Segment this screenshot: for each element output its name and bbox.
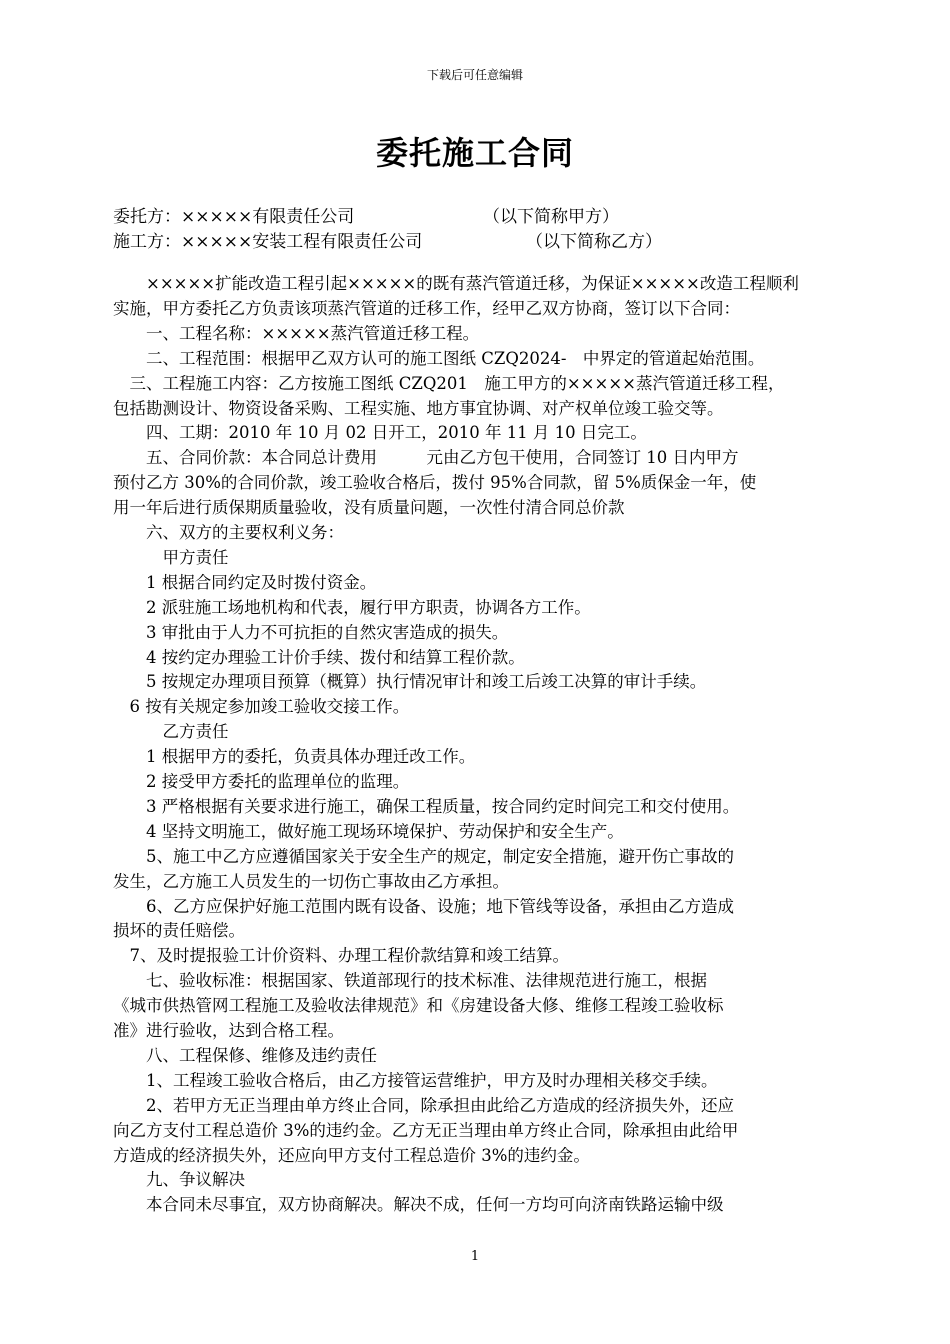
body-line: 7、及时提报验工计价资料、办理工程价款结算和竣工结算。 <box>113 946 569 966</box>
body-line: 四、工期：2010 年 10 月 02 日开工，2010 年 11 月 10 日完工。 <box>113 423 647 443</box>
body-line: 损坏的责任赔偿。 <box>113 921 245 941</box>
body-line: 九、争议解决 <box>113 1170 245 1190</box>
page-number: 1 <box>470 1249 480 1264</box>
body-line: 发生，乙方施工人员发生的一切伤亡事故由乙方承担。 <box>113 871 509 891</box>
body-line: 4 坚持文明施工，做好施工现场环境保护、劳动保护和安全生产。 <box>113 821 624 841</box>
body-line: 包括勘测设计、物资设备采购、工程实施、地方事宜协调、对产权单位竣工验交等。 <box>113 398 724 418</box>
page-header-note: 下载后可任意编辑 <box>426 68 523 82</box>
client-party: 委托方：×××××有限责任公司 <box>113 207 355 227</box>
document-title: 委托施工合同 <box>375 134 574 172</box>
body-line: 一、工程名称：×××××蒸汽管道迁移工程。 <box>113 323 480 343</box>
body-line: 准》进行验收，达到合格工程。 <box>113 1021 344 1040</box>
body-line: 向乙方支付工程总造价 3%的违约金。乙方无正当理由单方终止合同，除承担由此给甲 <box>113 1120 739 1140</box>
body-line: 实施，甲方委托乙方负责该项蒸汽管道的迁移工作，经甲乙双方协商，签订以下合同： <box>113 298 740 318</box>
contractor-party: 施工方：×××××安装工程有限责任公司 <box>113 232 423 252</box>
body-line: 1 根据甲方的委托，负责具体办理迁改工作。 <box>113 747 476 767</box>
body-line: 2 派驻施工场地机构和代表，履行甲方职责，协调各方工作。 <box>113 597 591 617</box>
body-line: 3 严格根据有关要求进行施工，确保工程质量，按合同约定时间完工和交付使用。 <box>113 796 740 816</box>
body-line: 本合同未尽事宜，双方协商解决。解决不成，任何一方均可向济南铁路运输中级 <box>113 1195 724 1215</box>
body-line: 五、合同价款：本合同总计费用 元由乙方包干使用，合同签订 10 日内甲方 <box>113 448 739 468</box>
client-alias: （以下简称甲方） <box>483 207 619 227</box>
body-line: ×××××扩能改造工程引起×××××的既有蒸汽管道迁移，为保证×××××改造工程顺利 <box>113 274 799 293</box>
body-line: 七、验收标准：根据国家、铁道部现行的技术标准、法律规范进行施工，根据 <box>113 971 707 991</box>
body-line: 乙方责任 <box>113 722 229 742</box>
body-line: 预付乙方 30%的合同价款，竣工验收合格后，拨付 95%合同款，留 5%质保金一年，使 <box>113 473 757 493</box>
body-line: 八、工程保修、维修及违约责任 <box>113 1045 377 1065</box>
body-line: 甲方责任 <box>113 547 229 567</box>
body-line: 《城市供热管网工程施工及验收法律规范》和《房建设备大修、维修工程竣工验收标 <box>113 996 724 1016</box>
body-line: 4 按约定办理验工计价手续、拨付和结算工程价款。 <box>113 647 525 667</box>
body-line: 6 按有关规定参加竣工验收交接工作。 <box>113 697 410 717</box>
body-line: 三、工程施工内容：乙方按施工图纸 CZQ201 施工甲方的×××××蒸汽管道迁移工程， <box>113 373 785 393</box>
body-line: 5 按规定办理项目预算（概算）执行情况审计和竣工后竣工决算的审计手续。 <box>113 672 707 692</box>
body-line: 二、工程范围：根据甲乙双方认可的施工图纸 CZQ2024- 中界定的管道起始范围。 <box>113 348 765 368</box>
body-line: 方造成的经济损失外，还应向甲方支付工程总造价 3%的违约金。 <box>113 1145 590 1165</box>
body-line: 1 根据合同约定及时拨付资金。 <box>113 572 377 592</box>
body-line: 3 审批由于人力不可抗拒的自然灾害造成的损失。 <box>113 622 509 642</box>
body-line: 6、乙方应保护好施工范围内既有设备、设施；地下管线等设备，承担由乙方造成 <box>113 896 734 916</box>
body-line: 用一年后进行质保期质量验收，没有质量问题，一次性付清合同总价款 <box>113 498 625 518</box>
body-line: 5、施工中乙方应遵循国家关于安全生产的规定，制定安全措施，避开伤亡事故的 <box>113 846 734 866</box>
body-line: 六、双方的主要权利义务： <box>113 523 344 542</box>
contractor-alias: （以下简称乙方） <box>526 232 662 252</box>
body-line: 2 接受甲方委托的监理单位的监理。 <box>113 772 410 791</box>
body-line: 1、工程竣工验收合格后，由乙方接管运营维护，甲方及时办理相关移交手续。 <box>113 1070 718 1090</box>
body-line: 2、若甲方无正当理由单方终止合同，除承担由此给乙方造成的经济损失外，还应 <box>113 1095 734 1115</box>
